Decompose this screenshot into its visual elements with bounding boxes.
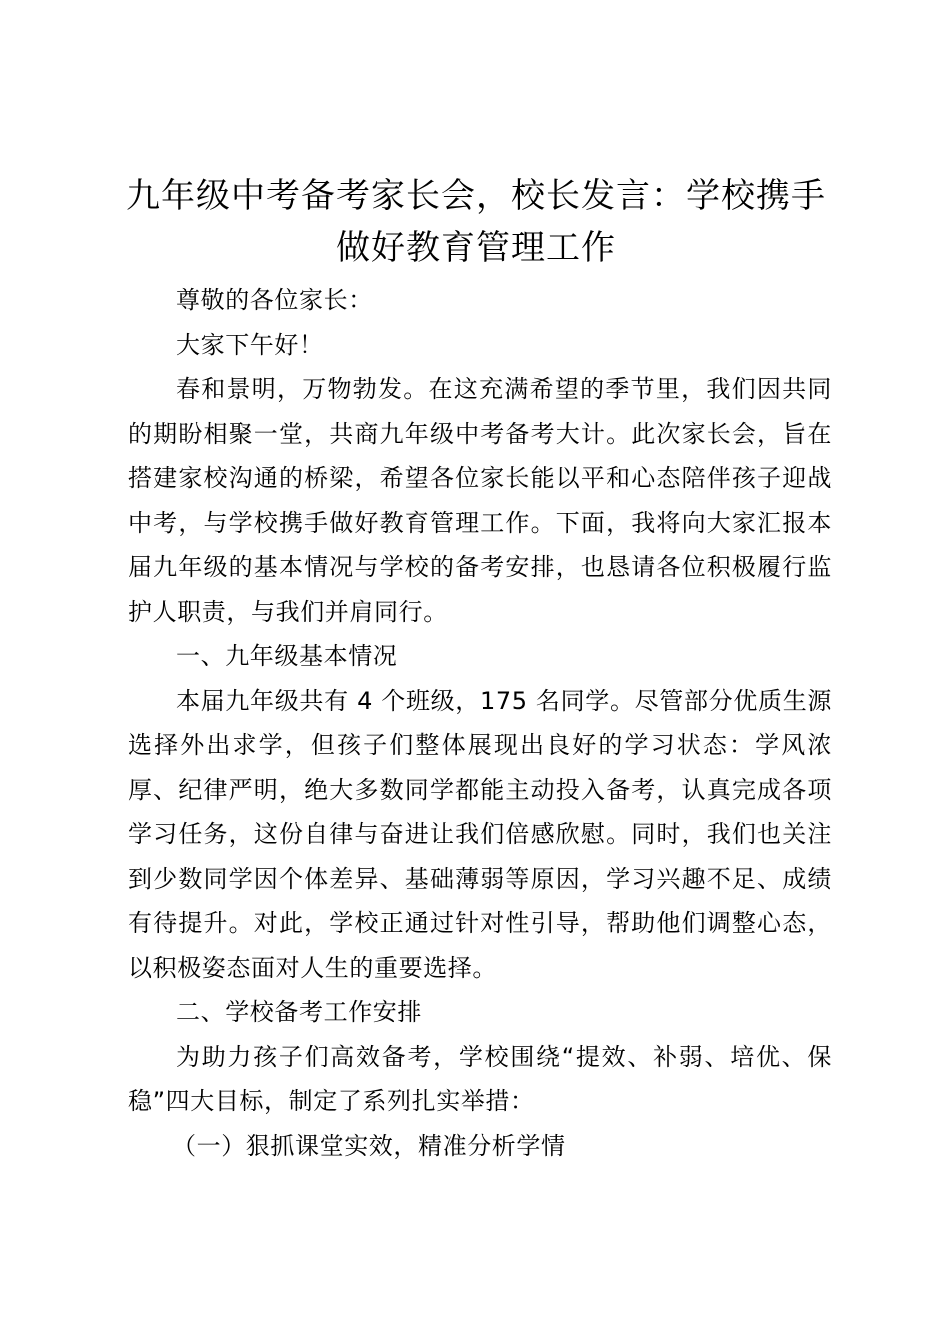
section-2-paragraph: 为助力孩子们高效备考，学校围绕“提效、补弱、培优、保稳”四大目标，制定了系列扎实举措： bbox=[128, 1042, 832, 1115]
subsection-1-heading: （一）狠抓课堂实效，精准分析学情 bbox=[172, 1131, 566, 1160]
salutation-line: 大家下午好！ bbox=[176, 330, 324, 359]
document-title: 九年级中考备考家长会，校长发言：学校携手做好教育管理工作 bbox=[126, 176, 826, 268]
section-2-heading: 二、学校备考工作安排 bbox=[176, 998, 422, 1026]
section-1-paragraph: 本届九年级共有 4 个班级，175 名同学。尽管部分优质生源选择外出求学，但孩子们整体展现出良好的学习状态：学风浓厚、纪律严明，绝大多数同学都能主动投入备考，认真完成各项学习任务，这份自律与奋进让我们倍感欣慰。同时，我们也关注到少数同学因个体差异、基础薄弱等原因，学习兴趣不足、成绩有待提升。对此，学校正通过针对性引导，帮助他们调整心态，以积极姿态面对人生的重要选择。 bbox=[128, 686, 832, 982]
intro-paragraph: 春和景明，万物勃发。在这充满希望的季节里，我们因共同的期盼相聚一堂，共商九年级中考备考大计。此次家长会，旨在搭建家校沟通的桥梁，希望各位家长能以平和心态陪伴孩子迎战中考，与学校携手做好教育管理工作。下面，我将向大家汇报本届九年级的基本情况与学校的备考安排，也恳请各位积极履行监护人职责，与我们并肩同行。 bbox=[128, 375, 832, 626]
document-body bbox=[128, 278, 832, 1168]
section-1-heading: 一、九年级基本情况 bbox=[176, 642, 398, 670]
greeting-line: 尊敬的各位家长： bbox=[176, 286, 373, 314]
